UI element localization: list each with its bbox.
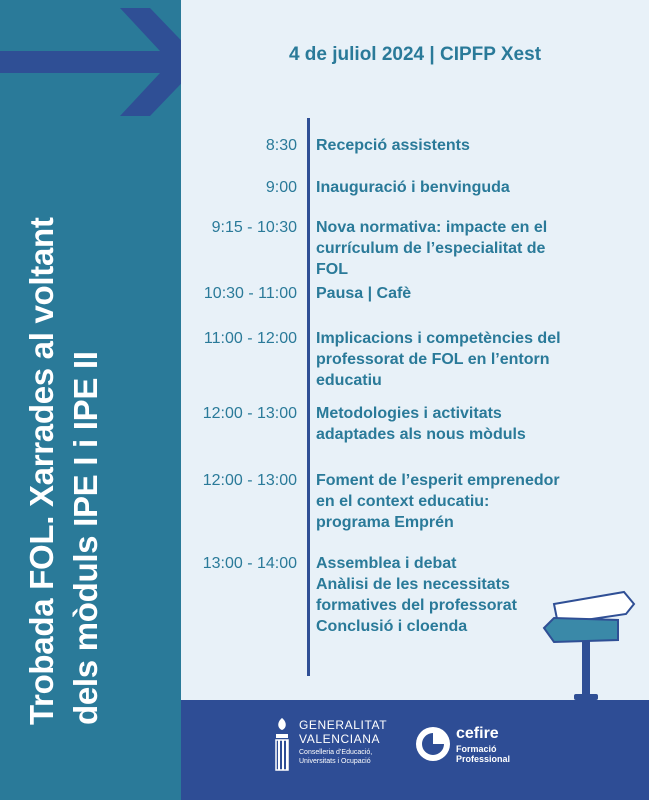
event-line: Implicacions i competències del — [316, 330, 561, 347]
signpost-icon — [532, 590, 642, 702]
gv-dept-line: Conselleria d’Educació, — [299, 749, 373, 756]
schedule-time: 11:00 - 12:00 — [203, 330, 297, 347]
generalitat-name — [299, 718, 387, 746]
schedule-event — [316, 217, 616, 280]
event-line: adaptades als nous mòduls — [316, 426, 526, 443]
title-line-2: dels mòduls IPE I i IPE II — [67, 351, 104, 725]
schedule-time: 12:00 - 13:00 — [202, 405, 297, 422]
event-line: Pausa | Cafè — [316, 285, 412, 302]
schedule-event — [316, 470, 616, 533]
schedule-event — [316, 403, 616, 445]
event-line: educatiu — [316, 372, 382, 389]
schedule-event — [316, 135, 616, 156]
generalitat-logo — [273, 714, 393, 784]
event-line: Foment de l’esperit emprenedor — [316, 472, 560, 489]
schedule-time: 8:30 — [265, 137, 297, 154]
event-line: formatives del professorat — [316, 597, 517, 614]
event-line: currículum de l’especialitat de — [316, 240, 546, 257]
schedule-event — [316, 177, 616, 198]
schedule-event — [316, 328, 616, 391]
vertical-title — [20, 0, 180, 725]
schedule-time: 9:15 - 10:30 — [211, 219, 297, 236]
title-line-1: Trobada FOL. Xarrades al voltant — [23, 217, 60, 725]
cefire-circle-icon — [414, 725, 452, 763]
schedule-event — [316, 283, 616, 304]
event-line: FOL — [316, 261, 348, 278]
event-line: Recepció assistents — [316, 137, 470, 154]
event-line: Anàlisi de les necessitats — [316, 576, 510, 593]
conselleria-name — [299, 748, 372, 766]
event-line: Nova normativa: impacte en el — [316, 219, 548, 236]
gv-dept-line: Universitats i Ocupació — [299, 758, 371, 765]
schedule-time: 10:30 - 11:00 — [203, 285, 297, 302]
event-date-place: 4 de juliol 2024 | CIPFP Xest — [288, 44, 542, 65]
cefire-sub-line: Professional — [456, 754, 511, 764]
event-line: en el context educatiu: — [316, 493, 490, 510]
event-line: professorat de FOL en l’entorn — [316, 351, 550, 368]
cefire-logo — [414, 725, 534, 765]
gv-line: GENERALITAT — [299, 718, 388, 732]
generalitat-crest-icon — [273, 716, 291, 776]
event-line: programa Emprén — [316, 514, 454, 531]
cefire-name: cefire — [456, 725, 499, 742]
event-line: Inauguració i benvinguda — [316, 179, 510, 196]
timeline-divider — [307, 118, 310, 676]
gv-line: VALENCIANA — [299, 732, 381, 746]
cefire-subtitle — [456, 744, 510, 764]
event-line: Metodologies i activitats — [316, 405, 502, 422]
schedule-time: 13:00 - 14:00 — [202, 555, 297, 572]
schedule-time: 12:00 - 13:00 — [202, 472, 297, 489]
event-line: Assemblea i debat — [316, 555, 457, 572]
event-line: Conclusió i cloenda — [316, 618, 468, 635]
cefire-sub-line: Formació — [456, 744, 497, 754]
sidebar — [0, 0, 181, 800]
schedule-time: 9:00 — [265, 179, 297, 196]
